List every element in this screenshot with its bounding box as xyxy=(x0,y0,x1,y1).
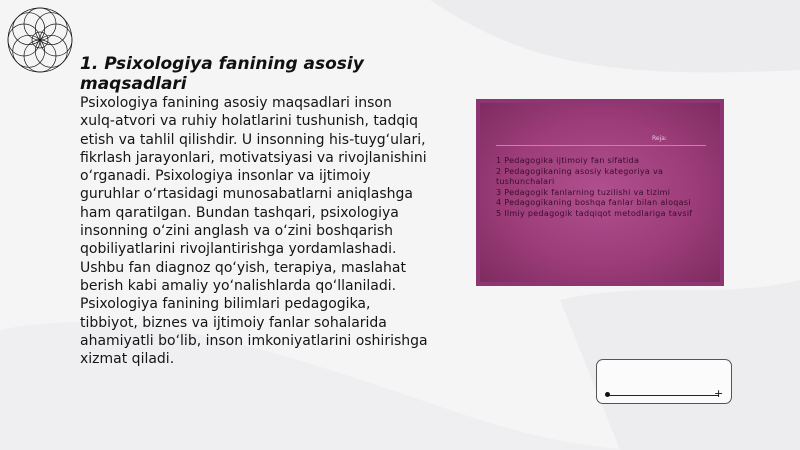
slide-title: 1. Psixologiya fanining asosiy maqsadlari xyxy=(80,54,364,94)
timeline-widget xyxy=(596,359,732,404)
interlaced-circles-logo xyxy=(4,4,76,76)
plan-item: 1 Pedagogika ijtimoiy fan sifatida xyxy=(496,156,640,165)
timeline-line xyxy=(609,395,719,396)
plan-list xyxy=(496,156,711,219)
plan-item: 2 Pedagogikaning asosiy kategoriya va tushunchalari xyxy=(496,166,664,186)
plan-item: 4 Pedagogikaning boshqa fanlar bilan aloqasi xyxy=(496,198,691,207)
plan-image xyxy=(476,99,724,286)
plus-icon: + xyxy=(714,387,724,400)
plan-item: 5 Ilmiy pedagogik tadqiqot metodlariga tavsif xyxy=(496,208,693,218)
plan-heading: Reja: xyxy=(652,135,667,142)
plan-item: 3 Pedagogik fanlarning tuzilishi va tizimi xyxy=(496,187,671,197)
slide-body-text: Psixologiya fanining asosiy maqsadlari inson xulq-atvori va ruhiy holatlarini tushunish, tadqiq etish va tahlil qilishdir. U insonning his-tuyg‘ulari, fikrlash jarayonlari, motivatsiyasi va rivojlanishini o‘rganadi. Psixologiya insonlar va ijtimoiy guruhlar o‘rtasidagi munosabatlarni aniqlashga ham qaratilgan. Bundan tashqari, psixologiya insonning o‘zini anglash va o‘zini boshqarish qobiliyatlarini rivojlantirishga yordamlashadi. Ushbu fan diagnoz qo‘yish, terapiya, maslahat berish kabi amaliy yo‘nalishlarda qo‘llaniladi. Psixologiya fanining bilimlari pedagogika, tibbiyot, biznes va ijtimoiy fanlar sohalarida ahamiyatli bo‘lib, inson imkoniyatlarini oshirishga xizmat qiladi. xyxy=(80,95,428,368)
timeline-start-dot-icon xyxy=(605,392,610,397)
plan-divider xyxy=(496,145,706,146)
